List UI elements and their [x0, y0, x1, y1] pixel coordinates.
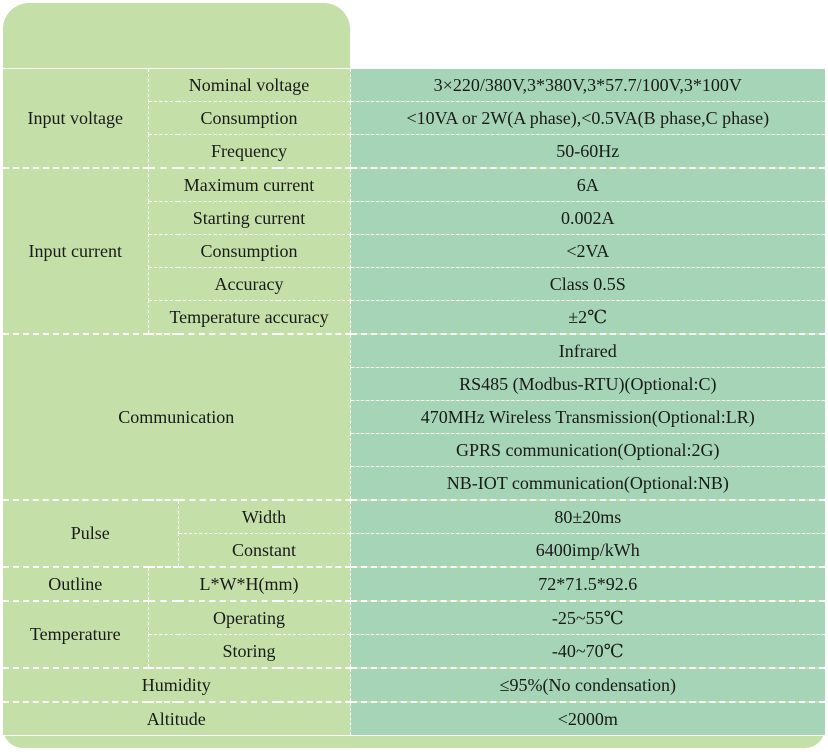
operating-value: -25~55℃ — [350, 601, 825, 635]
storing-value: -40~70℃ — [350, 635, 825, 669]
spec-table — [3, 68, 825, 736]
outline-label: Outline — [3, 567, 148, 601]
pulse-constant-label: Constant — [178, 534, 350, 568]
spec-row — [3, 601, 825, 635]
communication-value: NB-IOT communication(Optional:NB) — [350, 467, 825, 501]
input-current-label: Input current — [3, 168, 148, 334]
communication-value: 470MHz Wireless Transmission(Optional:LR) — [350, 401, 825, 434]
spec-row — [3, 668, 825, 702]
frequency-value: 50-60Hz — [350, 135, 825, 169]
nominal-voltage-label: Nominal voltage — [148, 69, 350, 102]
temperature-accuracy-label: Temperature accuracy — [148, 301, 350, 335]
operating-label: Operating — [148, 601, 350, 635]
spec-row — [3, 500, 825, 534]
altitude-value: <2000m — [350, 702, 825, 736]
spec-row — [3, 334, 825, 368]
temperature-accuracy-value: ±2℃ — [350, 301, 825, 335]
humidity-label: Humidity — [3, 668, 350, 702]
spec-row — [3, 567, 825, 601]
spec-row — [3, 168, 825, 202]
pulse-width-value: 80±20ms — [350, 500, 825, 534]
nominal-voltage-value: 3×220/380V,3*380V,3*57.7/100V,3*100V — [350, 69, 825, 102]
current-consumption-value: <2VA — [350, 235, 825, 268]
maximum-current-label: Maximum current — [148, 168, 350, 202]
pulse-label: Pulse — [3, 500, 178, 567]
voltage-consumption-label: Consumption — [148, 102, 350, 135]
starting-current-label: Starting current — [148, 202, 350, 235]
voltage-consumption-value: <10VA or 2W(A phase),<0.5VA(B phase,C phase) — [350, 102, 825, 135]
frequency-label: Frequency — [148, 135, 350, 169]
starting-current-value: 0.002A — [350, 202, 825, 235]
input-voltage-label: Input voltage — [3, 69, 148, 169]
maximum-current-value: 6A — [350, 168, 825, 202]
altitude-label: Altitude — [3, 702, 350, 736]
spec-row — [3, 702, 825, 736]
accuracy-label: Accuracy — [148, 268, 350, 301]
pulse-width-label: Width — [178, 500, 350, 534]
communication-label: Communication — [3, 334, 350, 500]
temperature-label: Temperature — [3, 601, 148, 668]
header-tab — [3, 3, 350, 71]
outline-dimension-label: L*W*H(mm) — [148, 567, 350, 601]
communication-value: Infrared — [350, 334, 825, 368]
spec-row — [3, 69, 825, 102]
accuracy-value: Class 0.5S — [350, 268, 825, 301]
outline-value: 72*71.5*92.6 — [350, 567, 825, 601]
current-consumption-label: Consumption — [148, 235, 350, 268]
storing-label: Storing — [148, 635, 350, 669]
pulse-constant-value: 6400imp/kWh — [350, 534, 825, 568]
communication-value: RS485 (Modbus-RTU)(Optional:C) — [350, 368, 825, 401]
humidity-value: ≤95%(No condensation) — [350, 668, 825, 702]
communication-value: GPRS communication(Optional:2G) — [350, 434, 825, 467]
